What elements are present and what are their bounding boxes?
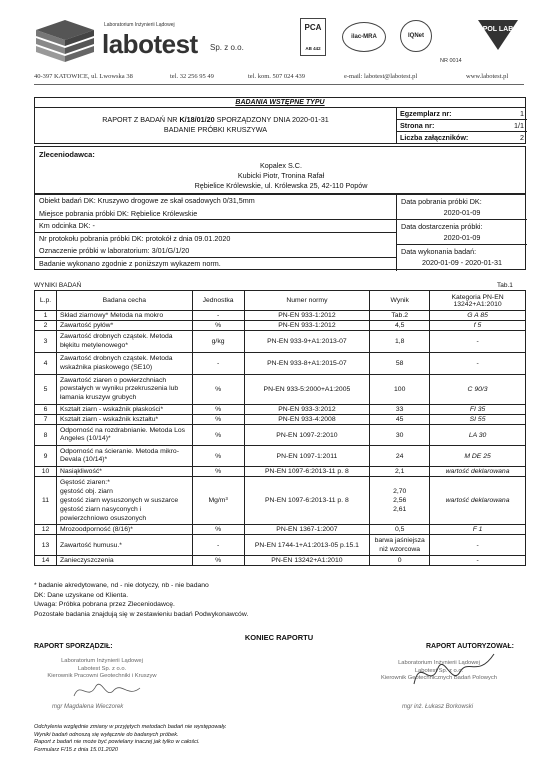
table-row: 10 Nasiąkliwość* % PN-EN 1097-6:2013-11 p. 8 2,1 wartość deklarowana bbox=[35, 467, 526, 477]
nr-label: NR 0014 bbox=[440, 58, 462, 64]
report-heading: BADANIA WSTĘPNE TYPU bbox=[35, 98, 525, 108]
right-signature-icon bbox=[408, 650, 498, 694]
report-title-box bbox=[34, 97, 526, 144]
table-row: 13 Zawartość humusu.* - PN-EN 1744-1+A1:2013-05 p.15.1 barwa jaśniejsza niż wzorcowa - bbox=[35, 535, 526, 556]
end-of-report: KONIEC RAPORTU bbox=[244, 633, 314, 642]
table-row: 8 Odporność na rozdrabnianie. Metoda Los Angeles (10/14)* % PN-EN 1097-2:2010 30 LA 30 bbox=[35, 425, 526, 446]
copy-info: Egzemplarz nr: 1 Strona nr: 1/1 Liczba załączników: 2 bbox=[397, 108, 527, 144]
svg-text:POL LAB: POL LAB bbox=[482, 26, 514, 33]
report-notes: * badanie akredytowane, nd - nie dotyczy, nb - nie badano DK: Dane uzyskane od Klienta. Uwaga: Próbka pobrana przez Zleceniodawcę. Pozostałe badania znajdują się w zestawieniu badań Podwykonawców. bbox=[34, 582, 249, 618]
right-stamp: Laboratorium Inżynierii Lądowej Labotest Sp. z o.o. Kierownik Geotechnicznych Badań Polowych bbox=[381, 660, 497, 681]
ilac-mra-logo: ilac-MRA bbox=[342, 22, 386, 52]
right-signer: mgr inż. Łukasz Borkowski bbox=[402, 704, 474, 710]
table-header-row bbox=[35, 291, 526, 311]
website: www.labotest.pl bbox=[466, 73, 509, 80]
mobile: tel. kom. 507 024 439 bbox=[248, 73, 306, 80]
authorized-by-label: RAPORT AUTORYZOWAŁ: bbox=[426, 643, 515, 650]
table-row: 11 Gęstość ziaren:* gęstość obj. ziarn gęstość ziarn wysuszonych w suszarce gęstość ziarn nasyconych i powierzchniowo osuszonych Mg/m³ PN-EN 1097-6:2013-11 p. 8 2,70 2,56 2,61 wartość deklarowana bbox=[35, 477, 526, 525]
left-signature-icon bbox=[70, 676, 150, 704]
left-signer: mgr Magdalena Wieczorek bbox=[52, 704, 124, 710]
address: 40-397 KATOWICE, ul. Lwowska 38 bbox=[34, 73, 133, 80]
labotest-logo-cube-icon bbox=[34, 16, 96, 66]
col-lp: L.p. bbox=[35, 291, 57, 311]
table-row: 6 Kształt ziarn - wskaźnik płaskości* % PN-EN 933-3:2012 33 FI 35 bbox=[35, 405, 526, 415]
prepared-by-label: RAPORT SPORZĄDZIŁ: bbox=[34, 643, 113, 650]
logo-subtitle: Laboratorium Inżynierii Lądowej bbox=[104, 22, 175, 28]
table-row: 12 Mrozoodporność (8/16)* % PN-EN 1367-1:2007 0,5 F 1 bbox=[35, 525, 526, 535]
iqnet-logo: IQNet bbox=[400, 20, 432, 52]
results-table bbox=[34, 290, 526, 566]
logo-text: labotest bbox=[102, 29, 198, 59]
table-row: 14 Zanieczyszczenia % PN-EN 13242+A1:2010 0 - bbox=[35, 556, 526, 566]
footer-notes: Odchylenia względnie zmiany w przyjętych metodach badań nie występowały. Wyniki badań odnoszą się wyłącznie do badanych próbek. Raport z badań nie może być powielany inaczej jak tylko w całości. Formularz F/15 z dnia 15.01.2020 bbox=[34, 724, 227, 753]
pollab-logo bbox=[475, 18, 521, 52]
logo-suffix: Sp. z o.o. bbox=[210, 43, 244, 52]
col-norma: Numer normy bbox=[244, 291, 370, 311]
sample-info: Obiekt badań DK: Kruszywo drogowe ze skał osadowych 0/31,5mm Miejsce pobrania próbki DK: Rębielice Królewskie Km odcinka DK: - Nr protokołu pobrania próbki DK: protokół z dnia 09.01.2020 Oznaczenie próbki w laboratorium: 3/01/G/1/20 Badanie wykonano zgodnie z poniższym wykazem norm. bbox=[35, 195, 397, 271]
email: e-mail: labotest@labotest.pl bbox=[344, 73, 418, 80]
table-number: Tab.1 bbox=[497, 282, 513, 289]
phone: tel. 32 256 95 49 bbox=[170, 73, 214, 80]
table-row: 5 Zawartość ziaren o powierzchniach powstałych w wyniku przekruszenia lub łamania kruszyw grubych % PN-EN 933-5:2000+A1:2005 100 C 90/3 bbox=[35, 375, 526, 405]
col-kategoria: Kategoria PN-EN 13242+A1:2010 bbox=[430, 291, 526, 311]
left-stamp: Laboratorium Inżynierii Lądowej Labotest Sp. z o.o. Kierownik Pracowni Geotechniki i Kruszyw bbox=[47, 658, 157, 679]
table-row: 9 Odporność na ścieranie. Metoda mikro-Devala (10/14)* % PN-EN 1097-1:2011 24 M DE 25 bbox=[35, 446, 526, 467]
client-box bbox=[34, 146, 526, 194]
report-title: RAPORT Z BADAŃ NR K/18/01/20 SPORZĄDZONY DNIA 2020-01-31 BADANIE PRÓBKI KRUSZYWA bbox=[35, 108, 397, 144]
col-jednostka: Jednostka bbox=[192, 291, 244, 311]
sample-dates: Data pobrania próbki DK: 2020-01-09 Data dostarczenia próbki: 2020-01-09 Data wykonania badań: 2020-01-09 - 2020-01-31 bbox=[397, 195, 527, 271]
table-row: 1 Skład ziarnowy* Metoda na mokro - PN-EN 933-1:2012 Tab.2 G A 85 bbox=[35, 311, 526, 321]
table-row: 3 Zawartość drobnych cząstek. Metoda błękitu metylenowego* g/kg PN-EN 933-9+A1:2013-07 1,8 - bbox=[35, 331, 526, 353]
table-row: 7 Kształt ziarn - wskaźnik kształtu* % PN-EN 933-4:2008 45 SI 55 bbox=[35, 415, 526, 425]
pollab-shield-icon bbox=[475, 18, 521, 52]
col-wynik: Wynik bbox=[370, 291, 430, 311]
pca-cert-logo: PCA AB 442 bbox=[300, 18, 326, 56]
client-label: Zleceniodawca: bbox=[39, 150, 95, 159]
sample-info-box bbox=[34, 194, 526, 270]
col-cecha: Badana cecha bbox=[56, 291, 192, 311]
results-label: WYNIKI BADAŃ bbox=[34, 282, 82, 289]
client-details: Kopalex S.C. Kubicki Piotr, Tronina Rafał Rębielice Królewskie, ul. Królewska 25, 42-110 Popów bbox=[194, 161, 368, 190]
table-row: 4 Zawartość drobnych cząstek. Metoda wskaźnika piaskowego (SE10) - PN-EN 933-8+A1:2015-07 58 - bbox=[35, 353, 526, 375]
table-row: 2 Zawartość pyłów* % PN-EN 933-1:2012 4,5 f 5 bbox=[35, 321, 526, 331]
header-divider bbox=[34, 84, 524, 85]
